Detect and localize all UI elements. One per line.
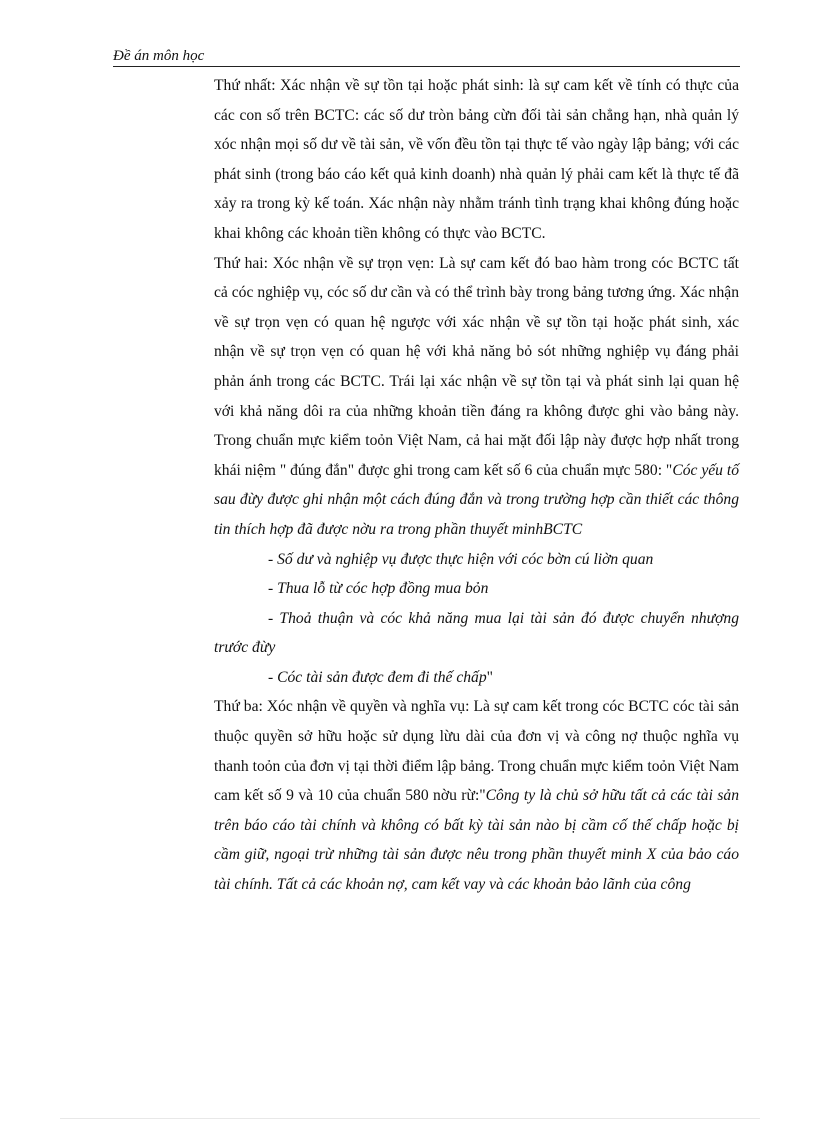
paragraph-rights-obligations — [214, 692, 739, 899]
closing-quote: " — [486, 668, 494, 686]
page-bottom-divider — [60, 1118, 760, 1119]
paragraph-completeness-text: Thứ hai: Xóc nhận về sự trọn vẹn: Là sự cam kết đó bao hàm trong cóc BCTC tất cả cóc nghiệp vụ, cóc số dư cần và có thể trình bày trong bảng tương ứng. Xác nhận về sự trọn vẹn có quan hệ ngược với xác nhận về sự tồn tại hoặc phát sinh, xác nhận về sự trọn vẹn có quan hệ với khả năng bỏ sót những nghiệp vụ đáng phải phản ánh trong các BCTC. Trái lại xác nhận về sự tồn tại và phát sinh lại quan hệ với khả năng dôi ra của những khoản tiền đáng ra không được ghi vào bảng này. Trong chuẩn mực kiểm toỏn Việt Nam, cả hai mặt đối lập này được hợp nhất trong khái niệm " đúng đắn" được ghi trong cam kết số 6 của chuẩn mực 580: " — [214, 254, 739, 479]
completeness-quote: Cóc yếu tố sau đừy được ghi nhận một cách đúng đắn và trong trường hợp cần thiết các thông tin thích hợp đã được nờu ra trong phần thuyết minhBCTC — [214, 461, 740, 538]
list-item-text: - Cóc tài sản được đem đi thế chấp — [268, 668, 487, 686]
list-item: - Thoả thuận và cóc khả năng mua lại tài sản đó được chuyển nhượng trước đừy — [214, 609, 739, 657]
paragraph-rights-text: Thứ ba: Xóc nhận về quyền và nghĩa vụ: Là sự cam kết trong cóc BCTC cóc tài sản thuộc quyền sở hữu hoặc sử dụng lừu dài của đơn vị và công nợ thuộc nghĩa vụ thanh toỏn của đơn vị tại thời điểm lập bảng. Trong chuẩn mực kiểm toỏn Việt Nam cam kết số 9 và 10 của chuẩn 580 nờu rừ:" — [214, 698, 739, 805]
list-item: - Số dư và nghiệp vụ được thực hiện với cóc bờn cú liờn quan — [268, 550, 654, 568]
rights-quote: Công ty là chủ sở hữu tất cả các tài sản trên báo cáo tài chính và không có bất kỳ tài sản nào bị cầm cố thế chấp hoặc bị cầm giữ, ngoại trừ những tài sản được nêu trong phần thuyết minh X của bảo cáo tài chính. Tất cả các khoản nợ, cam kết vay và các khoản bảo lãnh của công — [214, 787, 739, 894]
header-title: Đề án môn học — [113, 48, 205, 64]
paragraph-completeness — [214, 249, 739, 545]
list-item — [214, 663, 739, 693]
document-body — [214, 71, 739, 900]
paragraph-existence: Thứ nhất: Xác nhận về sự tồn tại hoặc phát sinh: là sự cam kết về tính có thực của các con số trên BCTC: các số dư tròn bảng cừn đối tài sản chẳng hạn, nhà quản lý xóc nhận mọi số dư về tài sản, về vốn đều tồn tại thực tế vào ngày lập bảng; với các phát sinh (trong báo cáo kết quả kinh doanh) nhà quản lý phải cam kết là thực tế đã xảy ra trong kỳ kế toán. Xác nhận này nhằm tránh tình trạng khai không đúng hoặc khai không các khoản tiền không có thực vào BCTC. — [214, 77, 739, 242]
list-item: - Thua lỗ từ cóc hợp đồng mua bỏn — [268, 580, 489, 598]
page-header — [113, 46, 740, 67]
